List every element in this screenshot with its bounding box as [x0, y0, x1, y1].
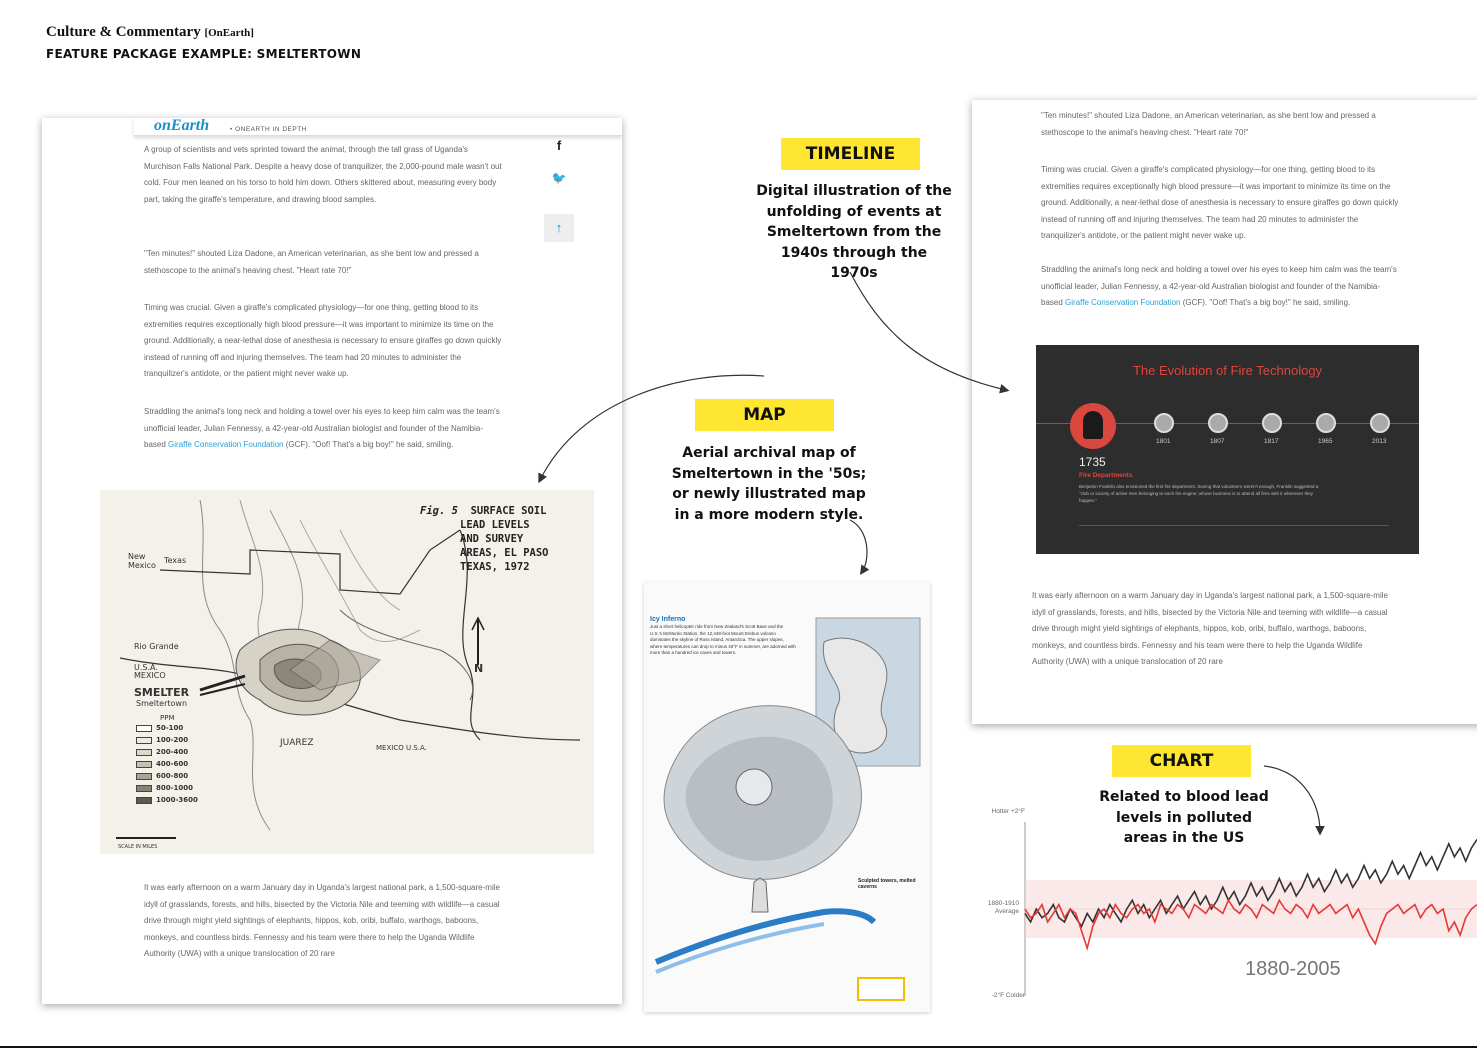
- chart-period-label: 1880-2005: [1245, 958, 1341, 980]
- fire-divider: [1079, 525, 1389, 526]
- chart-ylabel-bottom: -2°F Colder: [991, 992, 1025, 999]
- map-legend-item: 50-100: [136, 724, 183, 732]
- map-legend-item: 100-200: [136, 736, 188, 744]
- map-label-new-mexico: New Mexico: [128, 552, 156, 570]
- gcf-link[interactable]: Giraffe Conservation Foundation: [1065, 298, 1181, 307]
- fire-timeline-year: 1807: [1210, 438, 1225, 445]
- map-scale-label: SCALE IN MILES: [118, 844, 158, 850]
- map-north-arrow-label: N: [474, 662, 484, 675]
- ng-map-title: Icy Inferno: [650, 616, 686, 623]
- onearth-logo[interactable]: onEarth: [154, 118, 210, 134]
- map-legend-item: 200-400: [136, 748, 188, 756]
- scroll-top-button[interactable]: ↑: [544, 214, 574, 242]
- map-label-smelter: SMELTER: [134, 686, 190, 699]
- map-legend-item: 1000-3600: [136, 796, 198, 804]
- timeline-article-paragraph-2: Timing was crucial. Given a giraffe's complicated physiology—for one thing, getting blood to its extremities requires exceptionally high blood pressure—it was important to minimize its time on the ground. Additionally, a near-lethal dose of anesthesia is necessary to ensure giraffes go down quickly instead of running off and injuring themselves. The team had 20 minutes to administer the tranquilizer's antidote, or the patient might never wake up.: [1041, 165, 1399, 240]
- chart-plot: [975, 800, 1477, 1012]
- map-section-label: MAP: [695, 399, 834, 431]
- timeline-section-description: Digital illustration of the unfolding of events at Smeltertown from the 1940s through the 1970s: [756, 183, 952, 281]
- ng-map-subheading: Sculpted towers, melted caverns: [858, 878, 916, 890]
- fire-timeline-node[interactable]: [1370, 413, 1390, 433]
- chart-section-description: Related to blood lead levels in polluted areas in the US: [1099, 789, 1269, 846]
- map-section-description: Aerial archival map of Smeltertown in the '50s; or newly illustrated map in a more modern style.: [671, 445, 867, 523]
- article-closing-paragraph: It was early afternoon on a warm January day in Uganda's largest national park, a 1,500-square-mile idyll of grasslands, forests, and hills, bisected by the Victoria Nile and teeming with wildlife—a casual drive through might yield sightings of elephants, hippos, kob, oribi, buffalo, warthogs, baboons, monkeys, and countless birds. Fennessy and his team were there to help the Uganda Wildlife Authority (UWA) with a unique translocation of 20 rare: [144, 883, 500, 958]
- article-paragraph-2: "Ten minutes!" shouted Liza Dadone, an American veterinarian, as she bent low and pressed a stethoscope to the animal's heaving chest. "Heart rate 70!": [144, 249, 479, 275]
- fire-timeline-node[interactable]: [1316, 413, 1336, 433]
- page-header-subtitle: FEATURE PACKAGE EXAMPLE: SMELTERTOWN: [46, 47, 362, 61]
- facebook-share-button[interactable]: f: [556, 138, 562, 153]
- article-paragraph-4: Straddling the animal's long neck and holding a towel over his eyes to keep him calm was the team's unofficial leader, Julian Fennessy, a 42-year-old Australian biologist and founder of the Namibia-based Giraffe Conservation Foundation (GCF). "Oof! That's a big boy!" he said, smiling.: [144, 407, 500, 449]
- fire-timeline-year: 2013: [1372, 438, 1387, 445]
- map-label-rio-grande: Rio Grande: [134, 642, 179, 651]
- chart-ylabel-mid: 1880-1910 Average: [987, 900, 1019, 915]
- chart-ylabel-top: Hotter +2°F: [991, 808, 1025, 815]
- map-label-juarez: JUAREZ: [280, 738, 314, 748]
- map-label-texas: Texas: [164, 556, 187, 565]
- ng-icy-inferno-map: [644, 582, 930, 1012]
- map-label-smeltertown: Smeltertown: [136, 699, 188, 708]
- fire-timeline-node[interactable]: [1154, 413, 1174, 433]
- onearth-logo-subtitle: • ONEARTH IN DEPTH: [230, 126, 307, 133]
- temperature-chart: [975, 800, 1477, 1012]
- fire-featured-year: 1735: [1079, 455, 1106, 469]
- gcf-link[interactable]: Giraffe Conservation Foundation: [168, 440, 284, 449]
- article-paragraph-3: Timing was crucial. Given a giraffe's complicated physiology—for one thing, getting blood to its extremities requires exceptionally high blood pressure—it was important to minimize its time on the ground. Additionally, a near-lethal dose of anesthesia is necessary to ensure giraffes go down quickly instead of running off and injuring themselves. The team had 20 minutes to administer the tranquilizer's antidote, or the patient might never wake up.: [144, 303, 502, 378]
- fire-timeline-year: 1801: [1156, 438, 1171, 445]
- timeline-article-paragraph-1: "Ten minutes!" shouted Liza Dadone, an American veterinarian, as she bent low and pressed a stethoscope to the animal's heaving chest. "Heart rate 70!": [1041, 111, 1376, 137]
- map-legend-item: 800-1000: [136, 784, 193, 792]
- timeline-article-paragraph-3: Straddling the animal's long neck and holding a towel over his eyes to keep him calm was the team's unofficial leader, Julian Fennessy, a 42-year-old Australian biologist and founder of the Namibia-based Giraffe Conservation Foundation (GCF). "Oof! That's a big boy!" he said, smiling.: [1041, 265, 1397, 307]
- ng-map-text: Just a short helicopter ride from New Zealand's Scott Base and the U.S.'s McMurdo Station, the 12,448-foot Mount Erebus volcano dominates the skyline of Ross Island, Antarctica. The upper slopes, where temperatures can drop to minus 40°F in summer, are adorned with more than a hundred ice caves and towers.: [650, 624, 796, 655]
- fire-timeline-year: 1965: [1318, 438, 1333, 445]
- map-label-mexico-usa: MEXICO U.S.A.: [376, 744, 427, 752]
- map-figure-title: Fig. 5 SURFACE SOIL LEAD LEVELS AND SURVEY AREAS, EL PASO TEXAS, 1972: [420, 505, 549, 573]
- fire-timeline-node[interactable]: [1208, 413, 1228, 433]
- map-legend-title: PPM: [160, 714, 175, 722]
- timeline-article-panel: [972, 100, 1477, 724]
- archival-lead-map: [100, 490, 594, 854]
- fire-timeline-year: 1817: [1264, 438, 1279, 445]
- article-paragraph-1: A group of scientists and vets sprinted toward the animal, through the tall grass of Uganda's Murchison Falls National Park. Despite a heavy dose of tranquilizer, the 2,000-pound male wasn't out cold. Four men leaned on his torso to hold him down. Others skittered about, measuring every body part, taking the giraffe's temperature, and drawing blood samples.: [144, 145, 502, 204]
- timeline-article-closing: It was early afternoon on a warm January day in Uganda's largest national park, a 1,500-square-mile idyll of grasslands, forests, and hills, bisected by the Victoria Nile and teeming with wildlife—a casual drive through might yield sightings of elephants, hippos, kob, oribi, buffalo, warthogs, baboons, monkeys, and countless birds. Fennessy and his team were there to help the Uganda Wildlife Authority (UWA) with a unique translocation of 20 rare: [1032, 591, 1388, 666]
- fire-featured-text: Benjamin Franklin also envisioned the first fire department. Seeing that volunteers weren't enough, Franklin suggested a "club or society of active men belonging to each fire engine; whose business is to attend all fires with it whenever they happen.": [1079, 484, 1319, 503]
- map-legend-item: 600-800: [136, 772, 188, 780]
- chart-section-label: CHART: [1112, 745, 1251, 777]
- page-header-title: Culture & Commentary [OnEarth]: [46, 24, 254, 40]
- article-panel: [42, 118, 622, 1004]
- twitter-share-button[interactable]: 🐦: [551, 171, 567, 185]
- fire-timeline-node[interactable]: [1262, 413, 1282, 433]
- fire-featured-title: Fire Departments: [1079, 472, 1133, 479]
- fire-timeline-featured-node[interactable]: [1070, 403, 1116, 449]
- fire-timeline-title: The Evolution of Fire Technology: [1132, 363, 1323, 378]
- map-description-arrow: [850, 520, 867, 572]
- timeline-section-label: TIMELINE: [781, 138, 920, 170]
- map-label-usa-mexico: U.S.A. MEXICO: [134, 663, 166, 680]
- map-legend-item: 400-600: [136, 760, 188, 768]
- fire-timeline-graphic: [1036, 345, 1419, 554]
